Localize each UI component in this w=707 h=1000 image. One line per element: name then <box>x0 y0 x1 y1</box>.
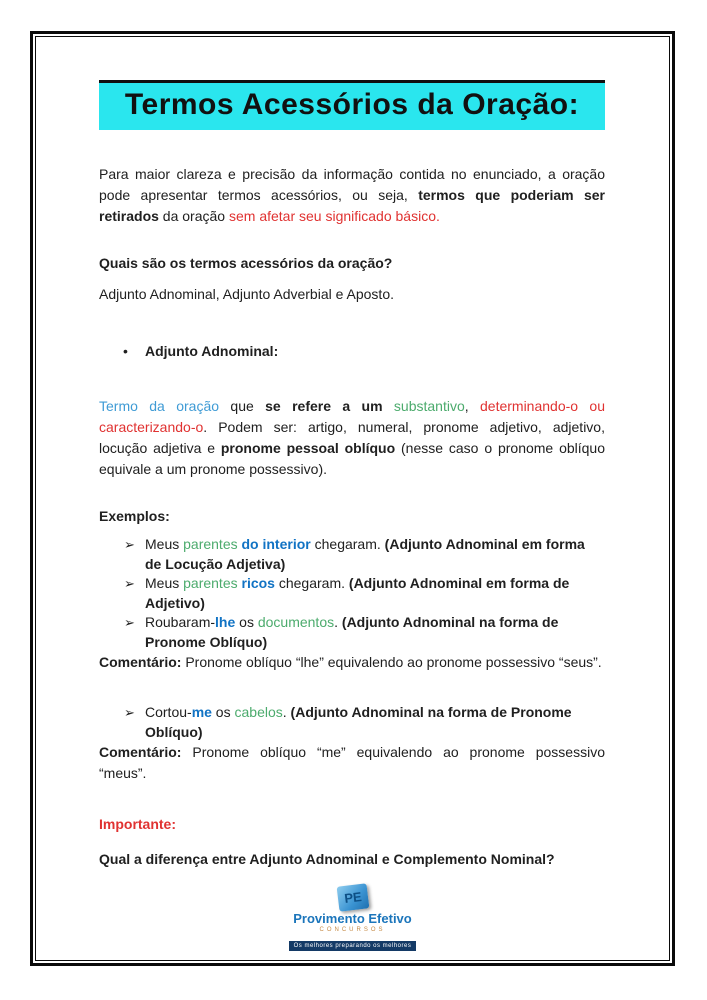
example-text <box>145 614 558 650</box>
example-text <box>145 575 569 611</box>
text-segment: Pronome oblíquo “lhe” equivalendo ao pronome possessivo “seus”. <box>181 654 602 670</box>
intro-paragraph <box>99 164 605 227</box>
text-segment: . <box>282 704 291 720</box>
text-segment: Pronome oblíquo “me” equivalendo ao pronome possessivo “meus”. <box>99 744 605 781</box>
text-segment: , <box>464 398 480 414</box>
text-segment: me <box>191 704 212 720</box>
text-segment: (Adjunto Adnominal na forma de Pronome Oblíquo) <box>145 704 572 740</box>
document-content <box>36 37 669 870</box>
text-segment: Meus <box>145 536 184 552</box>
text-segment: documentos <box>257 614 335 630</box>
arrow-bullet-icon: ➢ <box>124 537 135 552</box>
section-bullet-row <box>99 341 605 362</box>
logo-brand-name: Provimento Efetivo <box>293 911 412 926</box>
logo-tagline: Os melhores preparando os melhores <box>289 941 417 951</box>
text-segment: que <box>219 398 266 414</box>
page-title: Termos Acessórios da Oração: <box>99 80 605 130</box>
text-segment: do interior <box>241 536 311 552</box>
examples-list-continued <box>99 703 605 742</box>
examples-heading: Exemplos: <box>99 508 170 524</box>
example-text <box>145 536 585 572</box>
question-heading: Quais são os termos acessórios da oração? <box>99 255 393 271</box>
text-segment: chegaram. <box>310 536 385 552</box>
text-segment: substantivo <box>393 398 465 414</box>
footer-logo <box>278 885 428 952</box>
examples-list <box>99 535 605 652</box>
text-segment: Meus <box>145 575 184 591</box>
section-bullet-label: Adjunto Adnominal: <box>145 343 279 359</box>
text-segment: (Adjunto Adnominal em forma de Adjetivo) <box>145 575 570 611</box>
text-segment: sem afetar seu significado básico. <box>228 208 440 224</box>
text-segment: Cortou- <box>145 704 192 720</box>
text-segment: da oração <box>158 208 229 224</box>
logo-sub-brand: CONCURSOS <box>319 927 386 933</box>
text-segment: Termo da oração <box>99 398 220 414</box>
text-segment: lhe <box>215 614 236 630</box>
page-border <box>30 31 675 966</box>
arrow-bullet-icon: ➢ <box>124 705 135 720</box>
arrow-bullet-icon: ➢ <box>124 615 135 630</box>
arrow-bullet-icon: ➢ <box>124 576 135 591</box>
text-segment: termos que poderiam ser retirados <box>99 187 605 224</box>
text-segment: se refere a um <box>265 398 394 414</box>
text-segment: Comentário: <box>99 654 182 670</box>
text-segment: Para maior clareza e precisão da informação contida no enunciado, a oração pode apresentar termos acessórios, ou seja, <box>99 166 605 203</box>
example-item <box>99 613 605 652</box>
bullet-dot-icon: • <box>123 343 128 359</box>
example-item <box>99 574 605 613</box>
important-heading: Importante: <box>99 816 176 832</box>
comment-paragraph <box>99 652 605 673</box>
text-segment: (nesse caso o pronome oblíquo equivale a um pronome possessivo). <box>99 440 605 477</box>
text-segment: (Adjunto Adnominal em forma de Locução Adjetiva) <box>145 536 585 572</box>
text-segment: . <box>334 614 342 630</box>
example-text <box>145 704 572 740</box>
text-segment: pronome pessoal oblíquo <box>220 440 396 456</box>
example-item <box>99 703 605 742</box>
text-segment: parentes <box>183 575 238 591</box>
text-segment: Roubaram- <box>145 614 216 630</box>
example-item <box>99 535 605 574</box>
definition-paragraph <box>99 396 605 480</box>
text-segment: ricos <box>241 575 275 591</box>
text-segment: (Adjunto Adnominal na forma de Pronome Oblíquo) <box>145 614 559 650</box>
page-inner-border <box>35 36 670 961</box>
logo-cube-icon: PE <box>336 883 369 911</box>
text-segment: determinando-o ou caracterizando-o <box>99 398 606 435</box>
text-segment: os <box>211 704 235 720</box>
important-question: Qual a diferença entre Adjunto Adnominal e Complemento Nominal? <box>99 851 555 867</box>
text-segment: chegaram. <box>274 575 349 591</box>
question-answer: Adjunto Adnominal, Adjunto Adverbial e Aposto. <box>99 286 394 302</box>
text-segment: . Podem ser: artigo, numeral, pronome adjetivo, adjetivo, locução adjetiva e <box>99 419 605 456</box>
text-segment: Comentário: <box>99 744 182 760</box>
comment-paragraph <box>99 742 605 784</box>
text-segment: parentes <box>183 536 238 552</box>
text-segment: cabelos <box>234 704 283 720</box>
text-segment: os <box>235 614 258 630</box>
